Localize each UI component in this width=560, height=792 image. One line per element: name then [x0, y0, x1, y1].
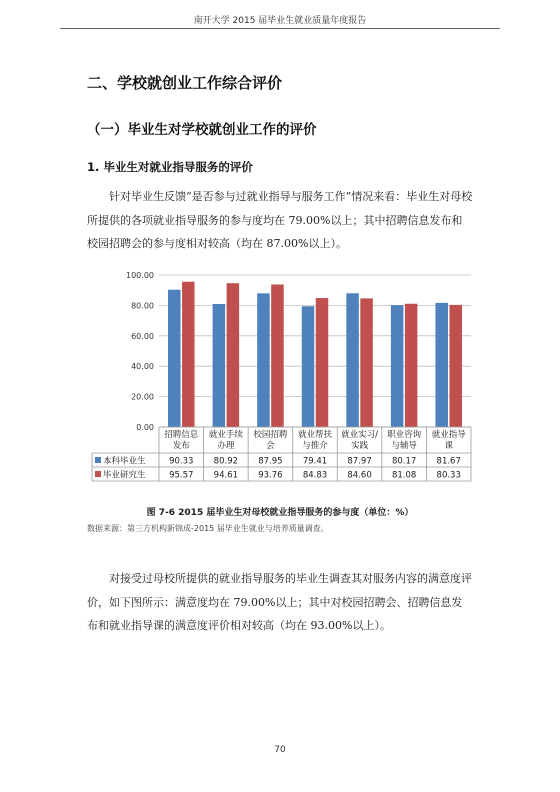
category-label: 课 — [444, 441, 453, 451]
participation-chart — [87, 262, 473, 484]
bar — [257, 293, 270, 427]
y-tick-label: 40.00 — [131, 362, 154, 372]
paragraph-satisfaction: 对接受过母校所提供的就业指导服务的毕业生调查其对服务内容的满意度评价，如下图所示：满意度均在 79.00%以上；其中对校园招聘会、招聘信息发布和就业指导课的满意度评价相对较高（均在 93.00%以上）。 — [87, 572, 472, 632]
category-label: 与辅导 — [391, 441, 417, 451]
figure-caption: 图 7-6 2015 届毕业生对母校就业指导服务的参与度（单位：%） — [146, 508, 414, 518]
paragraph-participation: 针对毕业生反馈“是否参与过就业指导与服务工作”情况来看：毕业生对母校所提供的各项就业指导服务的参与度均在 79.00%以上；其中招聘信息发布和校园招聘会的参与度相对较高（均在 87.00%以上）。 — [87, 190, 473, 250]
running-header: 南开大学 2015 届毕业生就业质量年度报告 — [193, 16, 367, 26]
bar — [316, 298, 329, 427]
bar — [360, 298, 373, 427]
y-tick-label: 20.00 — [131, 392, 154, 402]
category-label: 职业咨询 — [387, 430, 422, 440]
data-value: 95.57 — [169, 470, 194, 481]
data-value: 93.76 — [258, 470, 283, 481]
bar — [182, 282, 195, 427]
page-number: 70 — [274, 745, 286, 755]
series-name: 本科毕业生 — [103, 456, 146, 467]
y-tick-label: 60.00 — [131, 331, 154, 341]
category-label: 发布 — [172, 441, 190, 451]
data-value: 84.60 — [347, 470, 372, 481]
chart-gridlines — [159, 275, 471, 427]
category-label: 实践 — [351, 441, 369, 451]
y-tick-label: 80.00 — [131, 301, 154, 311]
source-note: 数据来源：第三方机构新锦成-2015 届毕业生就业与培养质量调查。 — [87, 524, 329, 533]
subsubsection-title: 1. 毕业生对就业指导服务的评价 — [87, 160, 253, 174]
bar — [405, 304, 418, 427]
chart-bars — [168, 282, 462, 427]
category-label: 就业实习/ — [341, 430, 379, 440]
bar — [271, 284, 284, 427]
series-name: 毕业研究生 — [103, 470, 146, 481]
bar — [449, 305, 462, 427]
data-value: 87.95 — [258, 456, 283, 467]
data-value: 79.41 — [302, 456, 328, 467]
y-tick-label: 100.00 — [126, 271, 154, 280]
data-value: 81.67 — [436, 456, 461, 467]
legend-swatch — [95, 471, 101, 477]
category-label: 与推介 — [302, 441, 328, 451]
bar — [346, 293, 359, 427]
data-value: 94.61 — [213, 470, 239, 481]
header-rule — [60, 28, 500, 29]
bar — [302, 306, 315, 427]
subsection-title: （一）毕业生对学校就创业工作的评价 — [87, 122, 317, 138]
section-title: 二、学校就创业工作综合评价 — [87, 74, 283, 92]
legend-swatch — [95, 457, 101, 463]
category-label: 招聘信息 — [164, 430, 199, 440]
category-label: 就业帮扶 — [297, 430, 333, 440]
chart-data-table — [92, 427, 471, 481]
category-label: 就业手续 — [208, 430, 243, 440]
bar — [391, 305, 404, 427]
bar — [213, 304, 226, 427]
category-label: 会 — [266, 441, 275, 451]
y-tick-label: 0.00 — [136, 423, 154, 432]
data-value: 87.97 — [347, 456, 372, 467]
category-label: 就业指导 — [431, 430, 466, 440]
category-label: 校园招聘 — [253, 430, 288, 440]
bar — [227, 283, 240, 427]
y-axis-ticks — [126, 271, 154, 432]
data-value: 90.33 — [169, 456, 194, 467]
data-value: 80.33 — [436, 470, 461, 481]
bar — [168, 290, 181, 427]
data-value: 80.92 — [213, 456, 239, 467]
bar — [435, 303, 448, 427]
data-value: 81.08 — [391, 470, 417, 481]
data-value: 80.17 — [391, 456, 417, 467]
data-value: 84.83 — [302, 470, 328, 481]
category-label: 办理 — [217, 441, 235, 451]
